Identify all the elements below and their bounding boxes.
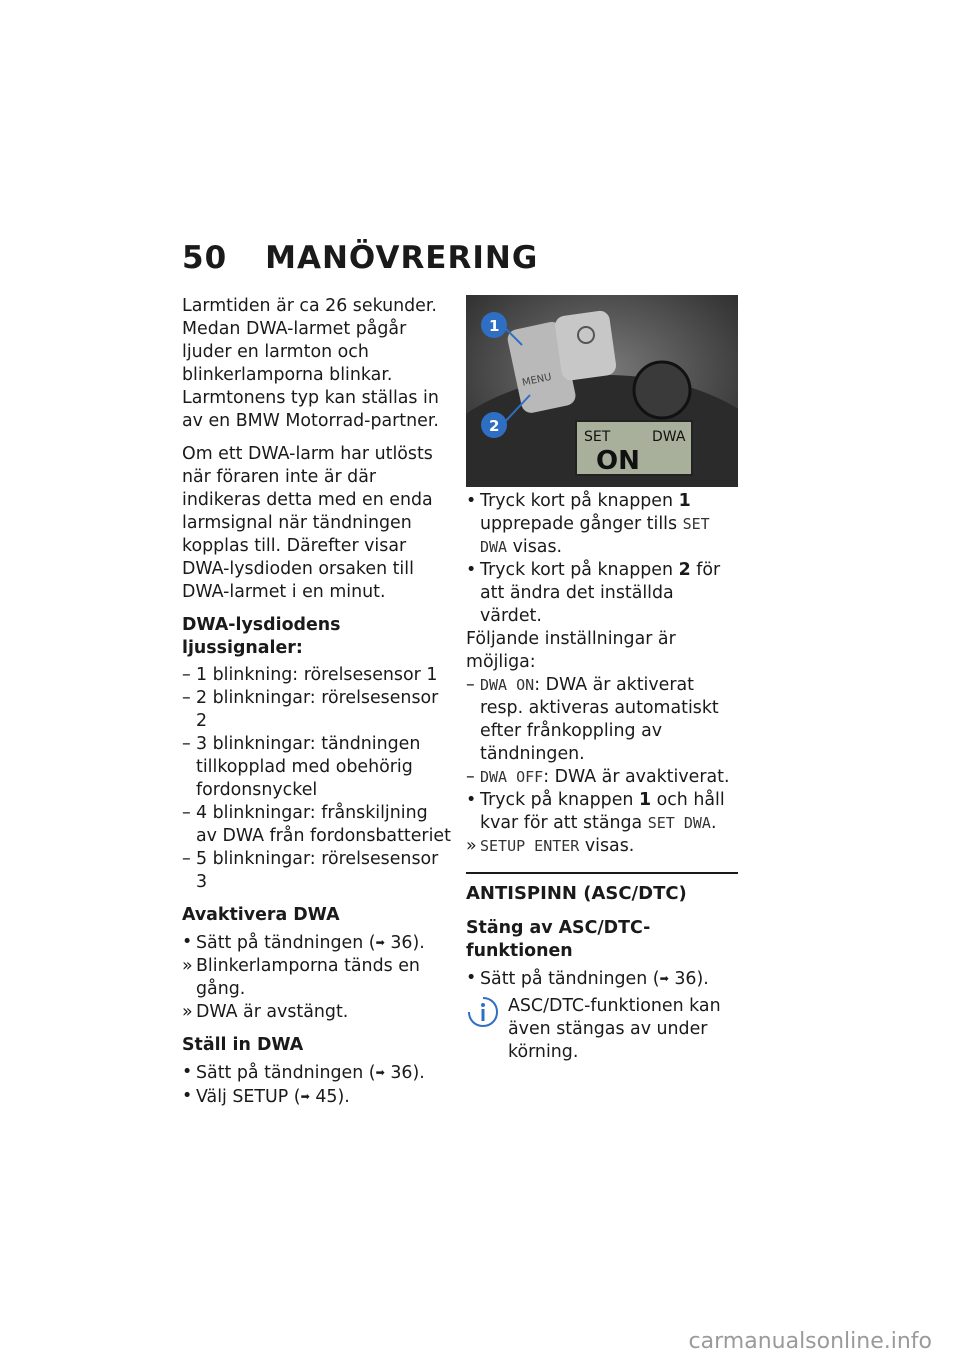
left-column xyxy=(182,295,454,1109)
step-item: • Tryck kort på knappen 1 upprepade gånger tills SET DWA visas. xyxy=(466,491,710,557)
signals-heading: DWA-lysdiodens ljussignaler: xyxy=(182,615,341,658)
page-ref-arrow-icon: ➡ xyxy=(375,936,385,949)
list-item: – DWA ON: DWA är aktiverat resp. aktiveras automatiskt efter frånkoppling av tändningen. xyxy=(466,675,719,764)
section-heading: ANTISPINN (ASC/DTC) xyxy=(466,883,687,904)
list-item: – DWA OFF: DWA är avaktiverat. xyxy=(466,767,730,787)
page-header xyxy=(182,240,538,276)
set-heading: Ställ in DWA xyxy=(182,1035,304,1055)
step-item: • Sätt på tändningen (➡ 36). xyxy=(182,1062,425,1083)
page-ref-arrow-icon: ➡ xyxy=(375,1066,385,1079)
handlebar-photo xyxy=(466,295,738,487)
list-item: – 1 blinkning: rörelsesensor 1 xyxy=(182,665,438,685)
result-item: » Blinkerlamporna tänds en gång. xyxy=(182,956,420,999)
result-item: » SETUP ENTER visas. xyxy=(466,836,635,856)
page-number: 50 xyxy=(182,240,228,276)
step-item: • Tryck kort på knappen 2 för att ändra det inställda värdet. xyxy=(466,560,721,626)
right-column xyxy=(466,490,738,1064)
step-item: • Sätt på tändningen (➡ 36). xyxy=(466,968,709,989)
section-divider xyxy=(466,872,738,874)
step-item: • Sätt på tändningen (➡ 36). xyxy=(182,932,425,953)
signals-list xyxy=(182,664,454,894)
info-icon xyxy=(466,995,500,1029)
list-item: – 2 blinkningar: rörelsesensor 2 xyxy=(182,688,439,731)
info-note xyxy=(466,995,738,1064)
paragraph: Larmtiden är ca 26 sekunder. Medan DWA-larmet pågår ljuder en larmton och blinkerlamporna blinkar. Larmtonens typ kan ställas in av en BMW Motorrad-partner. xyxy=(182,296,439,431)
list-item: – 3 blinkningar: tändningen tillkopplad med obehörig fordonsnyckel xyxy=(182,734,421,800)
options-intro: Följande inställningar är möjliga: xyxy=(466,629,676,672)
step-item: • Tryck på knappen 1 och håll kvar för att stänga SET DWA. xyxy=(466,790,725,833)
display-value: ON xyxy=(596,446,640,476)
list-item: – 4 blinkningar: frånskiljning av DWA från fordonsbatteriet xyxy=(182,803,451,846)
display-right-text: DWA xyxy=(652,429,686,445)
callout-2: 2 xyxy=(489,417,500,435)
info-text: ASC/DTC-funktionen kan även stängas av under körning. xyxy=(508,996,721,1062)
menu-label: MENU xyxy=(521,371,553,389)
callout-1: 1 xyxy=(489,317,500,335)
deactivate-heading: Avaktivera DWA xyxy=(182,905,340,925)
step-item: • Välj SETUP (➡ 45). xyxy=(182,1086,350,1107)
page-ref-arrow-icon: ➡ xyxy=(659,972,669,985)
page-ref-arrow-icon: ➡ xyxy=(300,1090,310,1103)
paragraph: Om ett DWA-larm har utlösts när föraren inte är där indikeras detta med en enda larmsignal när tändningen kopplas till. Därefter visar DWA-lysdioden orsaken till DWA-larmet i en minut. xyxy=(182,444,433,602)
result-item: » DWA är avstängt. xyxy=(182,1002,349,1022)
list-item: – 5 blinkningar: rörelsesensor 3 xyxy=(182,849,439,892)
watermark: carmanualsonline.info xyxy=(688,1329,932,1354)
display-left-text: SET xyxy=(584,429,611,445)
sub-heading: Stäng av ASC/DTC-funktionen xyxy=(466,918,651,961)
page-title: MANÖVRERING xyxy=(265,240,539,276)
